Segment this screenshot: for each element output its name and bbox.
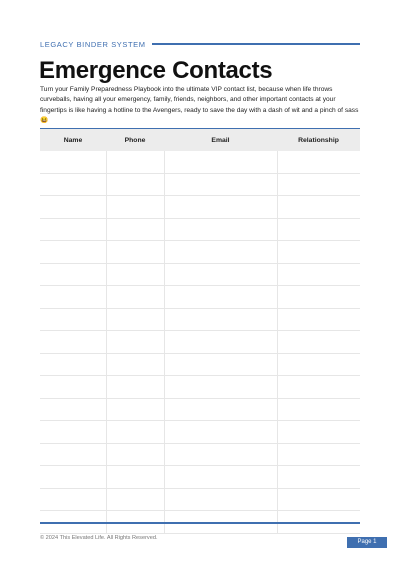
cell-relationship[interactable] [277, 286, 360, 309]
brand-rule [152, 43, 360, 45]
cell-relationship[interactable] [277, 398, 360, 421]
table-row [40, 331, 360, 354]
copyright-text: © 2024 This Elevated Life. All Rights Reserved. [40, 535, 158, 541]
table-row [40, 241, 360, 264]
table-row [40, 421, 360, 444]
contacts-table-header [40, 129, 360, 152]
cell-email[interactable] [164, 218, 277, 241]
table-row [40, 443, 360, 466]
cell-name[interactable] [40, 286, 106, 309]
cell-name[interactable] [40, 196, 106, 219]
cell-phone[interactable] [106, 443, 164, 466]
column-header-phone: Phone [106, 129, 164, 152]
intro-paragraph: Turn your Family Preparedness Playbook into the ultimate VIP contact list, because when life throws curveballs, having all your emergency, family, friends, neighbors, and other important contacts at your fingertips is like having a hotline to the Avengers, ready to save the day with a dash of wit and a pinch of sass 😆 [40, 86, 359, 125]
cell-name[interactable] [40, 398, 106, 421]
page-number-badge: Page 1 [347, 537, 387, 548]
table-row [40, 151, 360, 173]
cell-relationship[interactable] [277, 421, 360, 444]
cell-relationship[interactable] [277, 173, 360, 196]
page-title: Emergence Contacts [39, 57, 273, 84]
cell-phone[interactable] [106, 308, 164, 331]
cell-relationship[interactable] [277, 443, 360, 466]
cell-relationship[interactable] [277, 331, 360, 354]
cell-name[interactable] [40, 218, 106, 241]
cell-phone[interactable] [106, 241, 164, 264]
cell-relationship[interactable] [277, 151, 360, 173]
table-row [40, 488, 360, 511]
cell-email[interactable] [164, 466, 277, 489]
table-row [40, 466, 360, 489]
cell-name[interactable] [40, 241, 106, 264]
cell-email[interactable] [164, 443, 277, 466]
cell-phone[interactable] [106, 398, 164, 421]
cell-phone[interactable] [106, 151, 164, 173]
cell-email[interactable] [164, 241, 277, 264]
cell-email[interactable] [164, 263, 277, 286]
header-row [40, 129, 360, 152]
cell-relationship[interactable] [277, 308, 360, 331]
cell-email[interactable] [164, 331, 277, 354]
cell-name[interactable] [40, 353, 106, 376]
table-row [40, 286, 360, 309]
cell-name[interactable] [40, 263, 106, 286]
cell-name[interactable] [40, 331, 106, 354]
table-row [40, 173, 360, 196]
cell-phone[interactable] [106, 286, 164, 309]
contacts-table [40, 128, 360, 534]
cell-email[interactable] [164, 421, 277, 444]
cell-name[interactable] [40, 443, 106, 466]
cell-phone[interactable] [106, 263, 164, 286]
table-row [40, 353, 360, 376]
cell-name[interactable] [40, 421, 106, 444]
cell-phone[interactable] [106, 331, 164, 354]
cell-relationship[interactable] [277, 196, 360, 219]
cell-email[interactable] [164, 398, 277, 421]
cell-name[interactable] [40, 466, 106, 489]
cell-email[interactable] [164, 488, 277, 511]
cell-phone[interactable] [106, 218, 164, 241]
cell-phone[interactable] [106, 196, 164, 219]
cell-phone[interactable] [106, 353, 164, 376]
cell-relationship[interactable] [277, 263, 360, 286]
cell-relationship[interactable] [277, 241, 360, 264]
cell-email[interactable] [164, 151, 277, 173]
cell-email[interactable] [164, 353, 277, 376]
cell-email[interactable] [164, 308, 277, 331]
cell-name[interactable] [40, 308, 106, 331]
cell-email[interactable] [164, 173, 277, 196]
cell-relationship[interactable] [277, 466, 360, 489]
table-row [40, 398, 360, 421]
cell-email[interactable] [164, 376, 277, 399]
cell-relationship[interactable] [277, 376, 360, 399]
cell-phone[interactable] [106, 376, 164, 399]
table-row [40, 376, 360, 399]
cell-phone[interactable] [106, 173, 164, 196]
column-header-email: Email [164, 129, 277, 152]
table-row [40, 196, 360, 219]
column-header-relationship: Relationship [277, 129, 360, 152]
table-row [40, 218, 360, 241]
cell-phone[interactable] [106, 488, 164, 511]
cell-email[interactable] [164, 196, 277, 219]
cell-relationship[interactable] [277, 488, 360, 511]
cell-name[interactable] [40, 488, 106, 511]
cell-phone[interactable] [106, 466, 164, 489]
brand-label: LEGACY BINDER SYSTEM [40, 39, 146, 49]
column-header-name: Name [40, 129, 106, 152]
brand-header [40, 38, 360, 50]
contacts-table-body [40, 151, 360, 533]
table-row [40, 263, 360, 286]
table-row [40, 308, 360, 331]
cell-email[interactable] [164, 286, 277, 309]
cell-name[interactable] [40, 376, 106, 399]
cell-name[interactable] [40, 173, 106, 196]
cell-relationship[interactable] [277, 218, 360, 241]
cell-name[interactable] [40, 151, 106, 173]
cell-phone[interactable] [106, 421, 164, 444]
footer-rule [40, 522, 360, 524]
cell-relationship[interactable] [277, 353, 360, 376]
